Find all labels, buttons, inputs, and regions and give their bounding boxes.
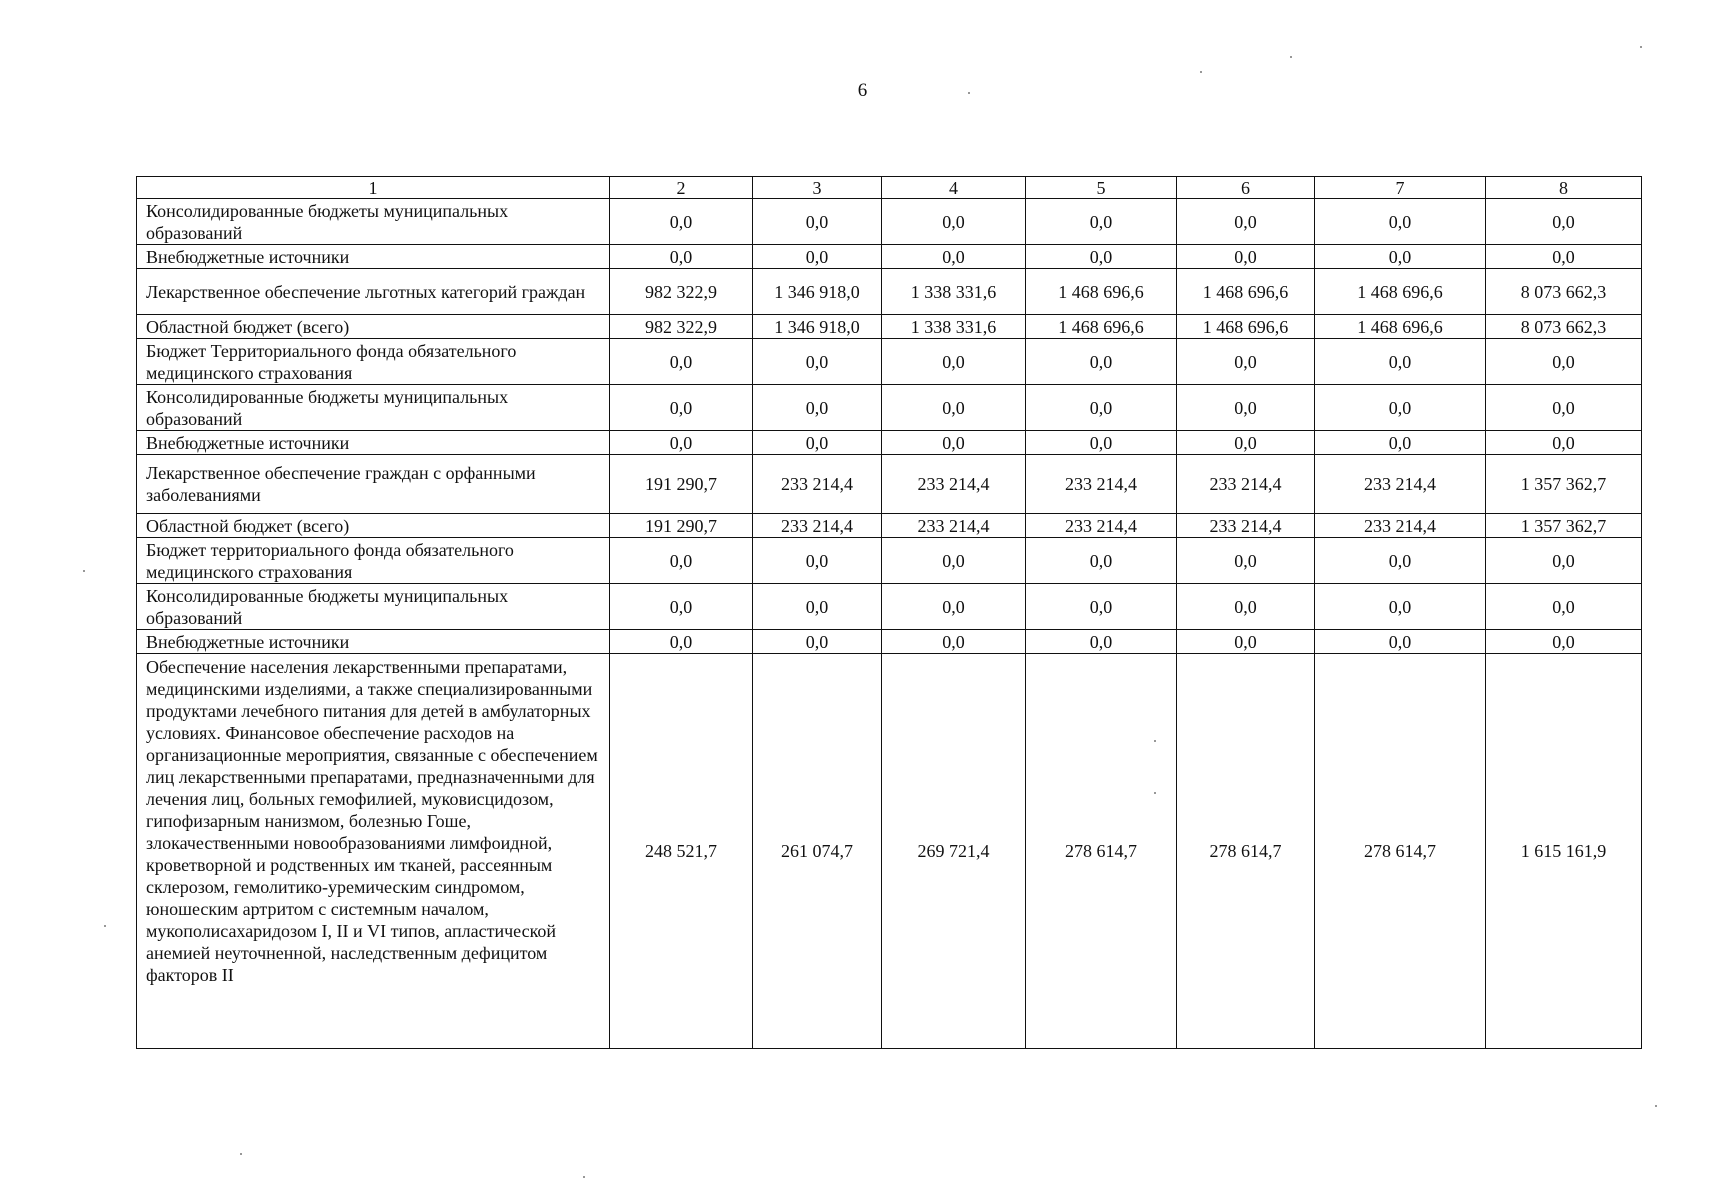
value-cell: 0,0	[753, 538, 882, 584]
value-cell: 1 338 331,6	[882, 269, 1026, 315]
row-label: Лекарственное обеспечение граждан с орфанными заболеваниями	[137, 455, 610, 514]
value-cell: 0,0	[610, 584, 753, 630]
table-row	[137, 269, 1642, 315]
scan-speck	[83, 570, 85, 572]
value-cell: 0,0	[1486, 630, 1642, 654]
value-cell: 1 346 918,0	[753, 315, 882, 339]
value-cell: 0,0	[1315, 538, 1486, 584]
value-cell: 1 468 696,6	[1026, 315, 1177, 339]
value-cell: 0,0	[1486, 199, 1642, 245]
value-cell: 0,0	[610, 385, 753, 431]
value-cell: 0,0	[1315, 339, 1486, 385]
table-row	[137, 654, 1642, 1049]
header-cell: 1	[137, 177, 610, 199]
value-cell: 0,0	[1486, 538, 1642, 584]
value-cell: 0,0	[610, 431, 753, 455]
value-cell: 0,0	[882, 339, 1026, 385]
value-cell: 0,0	[1486, 431, 1642, 455]
value-cell: 0,0	[1026, 538, 1177, 584]
header-cell: 7	[1315, 177, 1486, 199]
value-cell: 233 214,4	[753, 514, 882, 538]
value-cell: 0,0	[1486, 584, 1642, 630]
value-cell: 0,0	[753, 385, 882, 431]
value-cell: 982 322,9	[610, 315, 753, 339]
value-cell: 1 346 918,0	[753, 269, 882, 315]
value-cell: 0,0	[882, 584, 1026, 630]
value-cell: 0,0	[1315, 431, 1486, 455]
value-cell: 0,0	[1486, 245, 1642, 269]
scan-speck	[1200, 71, 1202, 73]
value-cell: 0,0	[1315, 199, 1486, 245]
value-cell: 0,0	[753, 431, 882, 455]
value-cell: 0,0	[753, 199, 882, 245]
value-cell: 0,0	[1315, 630, 1486, 654]
value-cell: 233 214,4	[1026, 514, 1177, 538]
value-cell: 0,0	[1315, 245, 1486, 269]
scan-speck	[583, 1176, 585, 1178]
value-cell: 278 614,7	[1026, 654, 1177, 1049]
value-cell: 1 468 696,6	[1177, 269, 1315, 315]
value-cell: 233 214,4	[1026, 455, 1177, 514]
table-row	[137, 315, 1642, 339]
value-cell: 191 290,7	[610, 514, 753, 538]
value-cell: 233 214,4	[1315, 455, 1486, 514]
value-cell: 0,0	[1026, 630, 1177, 654]
table-row	[137, 385, 1642, 431]
value-cell: 1 468 696,6	[1177, 315, 1315, 339]
value-cell: 0,0	[1026, 339, 1177, 385]
table-row	[137, 514, 1642, 538]
value-cell: 0,0	[1486, 385, 1642, 431]
value-cell: 0,0	[1026, 431, 1177, 455]
value-cell: 0,0	[882, 630, 1026, 654]
row-label: Консолидированные бюджеты муниципальных образований	[137, 584, 610, 630]
value-cell: 0,0	[1177, 630, 1315, 654]
row-label: Внебюджетные источники	[137, 431, 610, 455]
value-cell: 1 338 331,6	[882, 315, 1026, 339]
row-label: Внебюджетные источники	[137, 245, 610, 269]
table-row	[137, 431, 1642, 455]
value-cell: 8 073 662,3	[1486, 315, 1642, 339]
value-cell: 0,0	[1315, 584, 1486, 630]
value-cell: 278 614,7	[1315, 654, 1486, 1049]
row-label: Бюджет территориального фонда обязательного медицинского страхования	[137, 538, 610, 584]
scan-speck	[1290, 56, 1292, 58]
value-cell: 233 214,4	[1315, 514, 1486, 538]
value-cell: 1 615 161,9	[1486, 654, 1642, 1049]
value-cell: 0,0	[610, 199, 753, 245]
scan-speck	[1640, 46, 1642, 48]
header-cell: 5	[1026, 177, 1177, 199]
value-cell: 278 614,7	[1177, 654, 1315, 1049]
value-cell: 1 468 696,6	[1026, 269, 1177, 315]
value-cell: 0,0	[753, 630, 882, 654]
value-cell: 1 357 362,7	[1486, 455, 1642, 514]
scan-speck	[1655, 1105, 1657, 1107]
value-cell: 0,0	[1026, 584, 1177, 630]
table-row	[137, 584, 1642, 630]
row-label: Областной бюджет (всего)	[137, 315, 610, 339]
value-cell: 0,0	[610, 339, 753, 385]
value-cell: 0,0	[610, 538, 753, 584]
value-cell: 0,0	[882, 431, 1026, 455]
scan-speck	[1154, 740, 1156, 742]
value-cell: 261 074,7	[753, 654, 882, 1049]
header-row	[137, 177, 1642, 199]
table-row	[137, 455, 1642, 514]
scan-speck	[104, 925, 106, 927]
value-cell: 0,0	[882, 538, 1026, 584]
table-row	[137, 630, 1642, 654]
value-cell: 982 322,9	[610, 269, 753, 315]
value-cell: 0,0	[1026, 199, 1177, 245]
value-cell: 248 521,7	[610, 654, 753, 1049]
value-cell: 1 468 696,6	[1315, 315, 1486, 339]
value-cell: 0,0	[1177, 431, 1315, 455]
scan-speck	[240, 1153, 242, 1155]
value-cell: 0,0	[753, 245, 882, 269]
value-cell: 233 214,4	[882, 455, 1026, 514]
value-cell: 8 073 662,3	[1486, 269, 1642, 315]
row-label: Лекарственное обеспечение льготных категорий граждан	[137, 269, 610, 315]
value-cell: 0,0	[882, 199, 1026, 245]
value-cell: 0,0	[1177, 339, 1315, 385]
value-cell: 0,0	[1177, 538, 1315, 584]
row-label: Областной бюджет (всего)	[137, 514, 610, 538]
value-cell: 1 468 696,6	[1315, 269, 1486, 315]
row-label: Внебюджетные источники	[137, 630, 610, 654]
page-number: 6	[857, 80, 868, 101]
table-row	[137, 538, 1642, 584]
row-label: Консолидированные бюджеты муниципальных образований	[137, 385, 610, 431]
table-row	[137, 245, 1642, 269]
header-cell: 4	[882, 177, 1026, 199]
value-cell: 0,0	[1177, 199, 1315, 245]
value-cell: 0,0	[882, 385, 1026, 431]
value-cell: 0,0	[1177, 245, 1315, 269]
scan-speck	[968, 92, 970, 94]
value-cell: 233 214,4	[1177, 514, 1315, 538]
value-cell: 233 214,4	[882, 514, 1026, 538]
value-cell: 0,0	[1315, 385, 1486, 431]
value-cell: 0,0	[882, 245, 1026, 269]
value-cell: 0,0	[610, 630, 753, 654]
value-cell: 269 721,4	[882, 654, 1026, 1049]
header-cell: 6	[1177, 177, 1315, 199]
value-cell: 0,0	[1026, 245, 1177, 269]
row-label: Консолидированные бюджеты муниципальных образований	[137, 199, 610, 245]
budget-table	[136, 176, 1642, 1049]
value-cell: 0,0	[1177, 385, 1315, 431]
table-row	[137, 199, 1642, 245]
row-label: Бюджет Территориального фонда обязательного медицинского страхования	[137, 339, 610, 385]
value-cell: 1 357 362,7	[1486, 514, 1642, 538]
header-cell: 2	[610, 177, 753, 199]
value-cell: 0,0	[753, 339, 882, 385]
header-cell: 8	[1486, 177, 1642, 199]
value-cell: 0,0	[1026, 385, 1177, 431]
value-cell: 233 214,4	[1177, 455, 1315, 514]
scan-speck	[1154, 792, 1156, 794]
value-cell: 0,0	[1177, 584, 1315, 630]
value-cell: 0,0	[753, 584, 882, 630]
value-cell: 233 214,4	[753, 455, 882, 514]
table-row	[137, 339, 1642, 385]
value-cell: 0,0	[610, 245, 753, 269]
value-cell: 191 290,7	[610, 455, 753, 514]
value-cell: 0,0	[1486, 339, 1642, 385]
header-cell: 3	[753, 177, 882, 199]
row-label: Обеспечение населения лекарственными препаратами, медицинскими изделиями, а также специализированными продуктами лечебного питания для детей в амбулаторных условиях. Финансовое обеспечение расходов на организационные мероприятия, связанные с обеспечением лиц лекарственными препаратами, предназначенными для лечения лиц, больных гемофилией, муковисцидозом, гипофизарным нанизмом, болезнью Гоше, злокачественными новообразованиями лимфоидной, кроветворной и родственных им тканей, рассеянным склерозом, гемолитико-уремическим синдромом, юношеским артритом с системным началом, мукополисахаридозом I, II и VI типов, апластической анемией неуточненной, наследственным дефицитом факторов II	[137, 654, 610, 1049]
